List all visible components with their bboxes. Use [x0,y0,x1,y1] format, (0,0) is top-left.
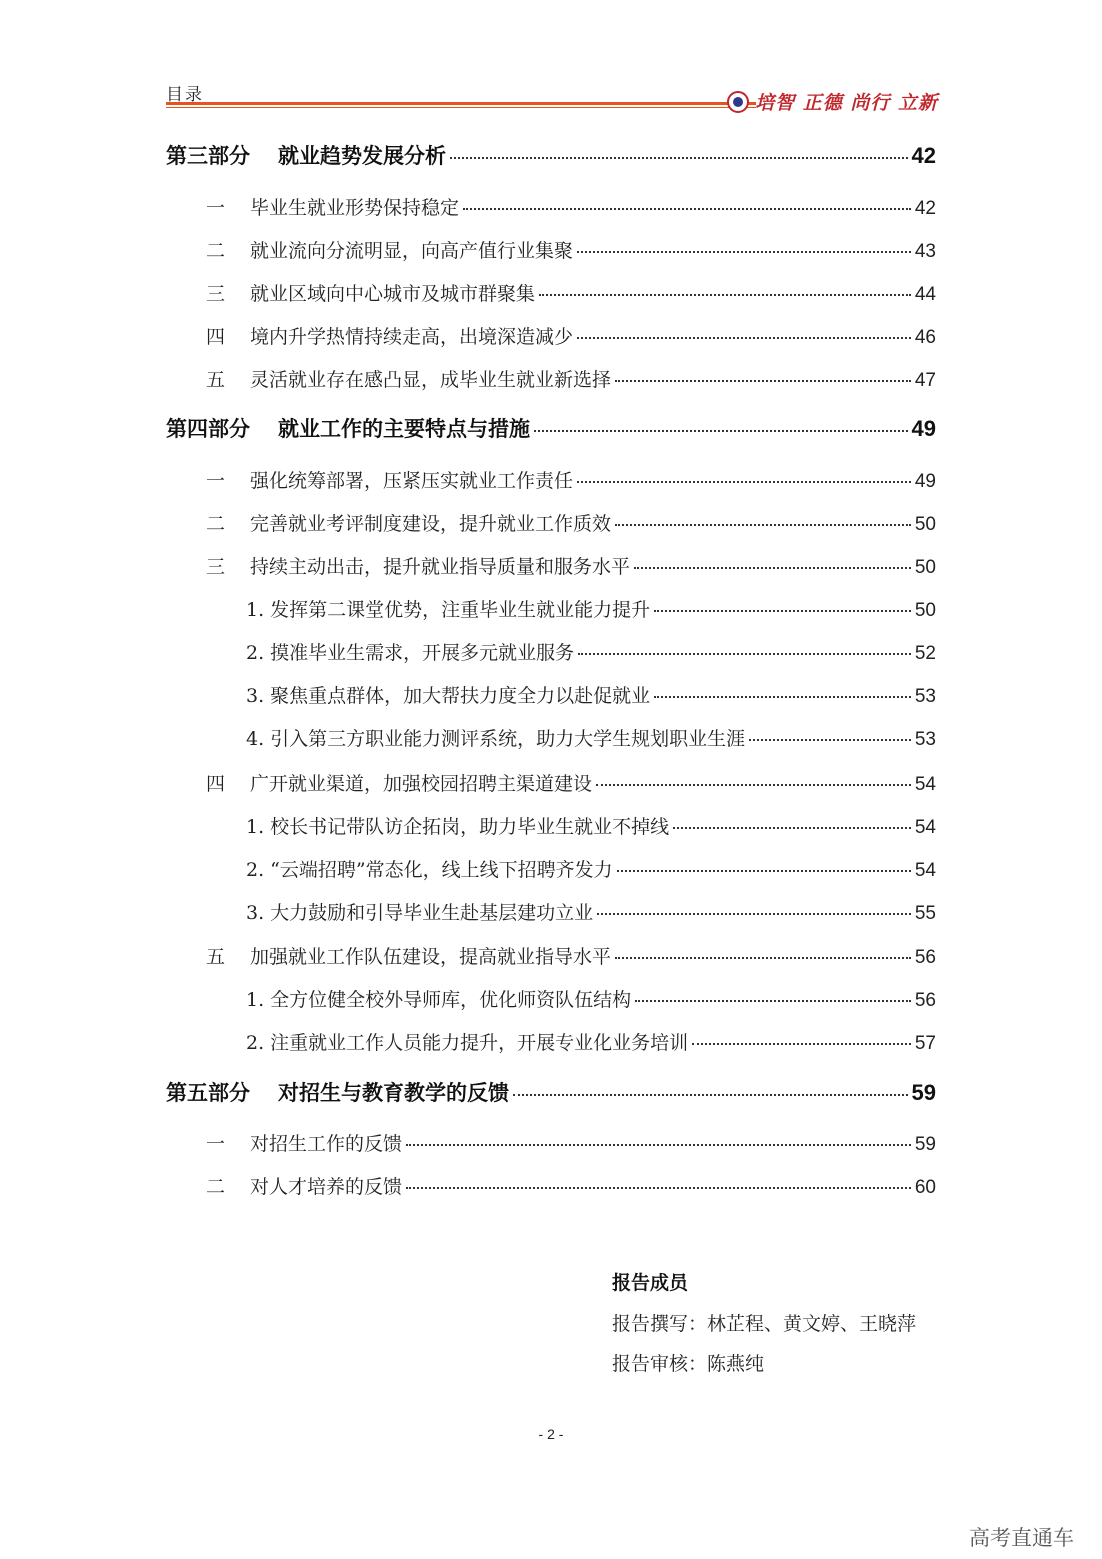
toc-dot-leader [654,610,911,612]
school-seal-icon [727,91,749,113]
toc-section-entry [206,466,936,493]
toc-dot-leader [406,1144,911,1146]
toc-entry-title: 3. 大力鼓励和引导毕业生赴基层建功立业 [246,902,594,924]
toc-section-entry [206,552,936,579]
members-title: 报告成员 [612,1272,689,1294]
toc-section-entry [206,942,936,969]
toc-entry-title: 2. 注重就业工作人员能力提升，开展专业化业务培训 [246,1032,689,1054]
toc-subsection-entry [246,855,936,882]
toc-dot-leader [634,567,911,569]
toc-entry-title: 加强就业工作队伍建设，提高就业指导水平 [250,946,612,968]
toc-dot-leader [539,294,911,296]
members-authors: 报告撰写：林芷程、黄文婷、王晓萍 [612,1313,917,1335]
page-number: - 2 - [538,1426,564,1442]
toc-dot-leader [673,827,911,829]
toc-entry-title: 对人才培养的反馈 [250,1176,403,1198]
toc-page-number: 57 [914,1033,936,1054]
toc-entry-title: 1. 全方位健全校外导师库，优化师资队伍结构 [246,989,632,1011]
toc-dot-leader [615,524,911,526]
toc-subsection-entry [246,724,936,751]
members-reviewer: 报告审核：陈燕纯 [612,1353,765,1375]
toc-entry-title: 4. 引入第三方职业能力测评系统，助力大学生规划职业生涯 [246,728,746,750]
toc-entry-number: 四 [206,773,226,795]
toc-entry-title: 就业工作的主要特点与措施 [278,417,530,441]
toc-entry-number: 三 [206,556,226,578]
toc-dot-leader [692,1043,911,1045]
page-header [166,78,938,112]
toc-entry-title: 毕业生就业形势保持稳定 [250,197,460,219]
toc-section-entry [206,365,936,392]
toc-entry-number: 二 [206,240,226,262]
toc-page-number: 56 [914,990,936,1011]
toc-entry-title: 就业流向分流明显，向高产值行业集聚 [250,240,574,262]
toc-dot-leader [615,380,911,382]
toc-page-number: 53 [914,686,936,707]
toc-dot-leader [749,739,911,741]
toc-entry-title: 对招生工作的反馈 [250,1133,403,1155]
toc-entry-number: 一 [206,197,226,219]
toc-page-number: 59 [914,1134,936,1155]
toc-entry-title: 1. 发挥第二课堂优势，注重毕业生就业能力提升 [246,599,651,621]
toc-entry-title: 1. 校长书记带队访企拓岗，助力毕业生就业不掉线 [246,816,670,838]
toc-dot-leader [534,430,908,432]
toc-page-number: 54 [914,774,936,795]
toc-dot-leader [578,653,911,655]
header-rule [166,102,756,105]
toc-page-number: 47 [914,370,936,391]
toc-subsection-entry [246,985,936,1012]
toc-entry-title: 灵活就业存在感凸显，成毕业生就业新选择 [250,369,612,391]
toc-subsection-entry [246,812,936,839]
toc-page-number: 60 [914,1177,936,1198]
toc-entry-number: 第三部分 [166,144,250,168]
toc-section-entry [206,1172,936,1199]
toc-subsection-entry [246,681,936,708]
toc-entry-number: 五 [206,946,226,968]
toc-page-number: 52 [914,643,936,664]
toc-section-entry [206,193,936,220]
toc-dot-leader [596,784,911,786]
header-rule-thin [166,107,756,108]
toc-subsection-entry [246,638,936,665]
toc-page-number: 44 [914,284,936,305]
toc-page-number: 53 [914,729,936,750]
toc-entry-title: 2. 摸准毕业生需求，开展多元就业服务 [246,642,575,664]
toc-dot-leader [597,913,911,915]
toc-dot-leader [406,1187,911,1189]
toc-part-entry [166,140,936,170]
toc-entry-title: 强化统筹部署，压紧压实就业工作责任 [250,470,574,492]
toc-entry-title: 广开就业渠道，加强校园招聘主渠道建设 [250,773,593,795]
toc-section-entry [206,322,936,349]
toc-entry-number: 第四部分 [166,417,250,441]
toc-dot-leader [615,957,911,959]
toc-page-number: 46 [914,327,936,348]
toc-page-number: 49 [914,471,936,492]
toc-dot-leader [450,157,908,159]
toc-page-number: 42 [911,143,936,168]
toc-subsection-entry [246,595,936,622]
toc-page-number: 50 [914,600,936,621]
toc-part-entry [166,413,936,443]
toc-entry-number: 一 [206,470,226,492]
toc-dot-leader [654,696,911,698]
toc-dot-leader [577,481,911,483]
toc-entry-number: 二 [206,1176,226,1198]
toc-entry-number: 一 [206,1133,226,1155]
toc-page-number: 50 [914,514,936,535]
report-members [612,1268,916,1389]
school-motto: 培智 正德 尚行 立新 [755,92,938,114]
toc-section-entry [206,236,936,263]
toc-page-number: 49 [911,416,936,441]
toc-page-number: 50 [914,557,936,578]
toc-section-entry [206,509,936,536]
toc-dot-leader [463,208,911,210]
toc-entry-number: 五 [206,369,226,391]
toc-dot-leader [577,251,911,253]
toc-entry-title: 持续主动出击，提升就业指导质量和服务水平 [250,556,631,578]
toc-section-entry [206,1129,936,1156]
toc-section-entry [206,769,936,796]
toc-subsection-entry [246,1028,936,1055]
toc-page-number: 43 [914,241,936,262]
toc-page-number: 56 [914,947,936,968]
toc-page-number: 59 [911,1080,936,1105]
toc-dot-leader [635,1000,911,1002]
watermark: 高考直通车 [969,1526,1074,1550]
toc-page-number: 54 [914,817,936,838]
toc-entry-title: 3. 聚焦重点群体，加大帮扶力度全力以赴促就业 [246,685,651,707]
toc-entry-title: 就业趋势发展分析 [278,144,446,168]
toc-page-number: 55 [914,903,936,924]
toc-entry-number: 四 [206,326,226,348]
toc-dot-leader [577,337,911,339]
toc-subsection-entry [246,898,936,925]
toc-section-entry [206,279,936,306]
toc-dot-leader [617,870,911,872]
toc-entry-title: 完善就业考评制度建设，提升就业工作质效 [250,513,612,535]
toc-entry-number: 第五部分 [166,1081,250,1105]
header-title: 目录 [166,85,204,105]
school-motto-logo [727,88,938,115]
toc-entry-number: 二 [206,513,226,535]
toc-dot-leader [513,1094,908,1096]
toc-entry-number: 三 [206,283,226,305]
toc-entry-title: 对招生与教育教学的反馈 [278,1081,509,1105]
toc-part-entry [166,1077,936,1107]
toc-entry-title: 就业区域向中心城市及城市群聚集 [250,283,536,305]
toc-page-number: 42 [914,198,936,219]
toc-page-number: 54 [914,860,936,881]
toc-entry-title: 2. “云端招聘”常态化，线上线下招聘齐发力 [246,859,613,881]
toc-entry-title: 境内升学热情持续走高，出境深造减少 [250,326,574,348]
